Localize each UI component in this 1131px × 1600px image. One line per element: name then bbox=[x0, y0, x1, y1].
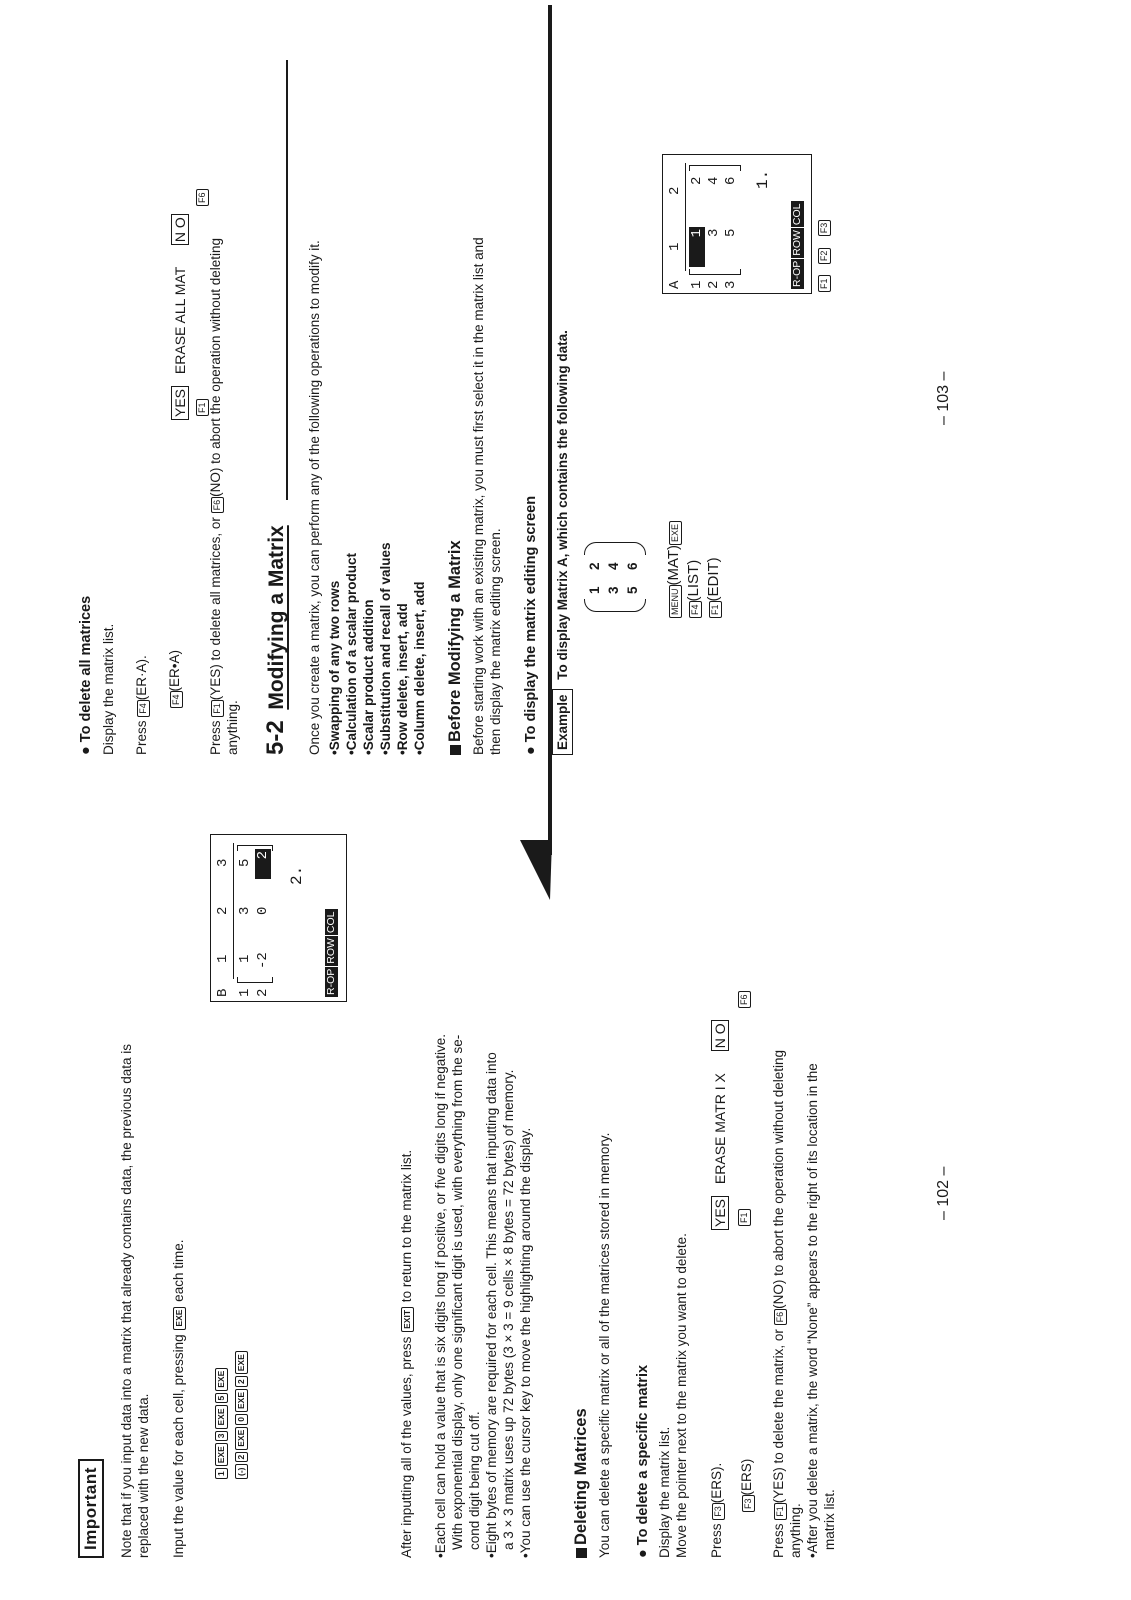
f2-key-icon: F2 bbox=[818, 248, 831, 265]
section-number: 5-2 bbox=[262, 720, 289, 755]
delete-result-line: Press F1(YES) to delete the matrix, or F6(NO) to abort the operation without deleting bbox=[771, 1049, 786, 1558]
matrix-name: B bbox=[215, 988, 231, 997]
note-bullet-line: With exponential display, only one significant digit is used, with everything from the se- bbox=[450, 1034, 465, 1550]
er-a-center: F4(ER•A) bbox=[166, 650, 183, 708]
exe-key-icon: EXE bbox=[235, 1351, 248, 1374]
f1-key-icon: F1 bbox=[774, 1503, 787, 1520]
display-heading: ● To display the matrix editing screen bbox=[523, 495, 539, 755]
left-bracket bbox=[237, 977, 273, 983]
key-2: 2 bbox=[235, 1452, 248, 1463]
confirm-erase-all bbox=[172, 214, 188, 420]
op-item: •Column delete, insert, add bbox=[412, 581, 427, 755]
f4-key-icon: F4 bbox=[689, 601, 702, 618]
matrix-name: A bbox=[667, 280, 683, 289]
example-text: To display Matrix A, which contains the following data. bbox=[555, 330, 570, 680]
note-bullet-line: cond digit being cut off. bbox=[467, 1411, 482, 1550]
key-sequence-2 bbox=[232, 1350, 249, 1480]
example-label: Example bbox=[552, 689, 573, 755]
cell-value: 0 bbox=[255, 906, 271, 915]
f1-key-icon: F1 bbox=[818, 275, 831, 292]
cell-value: 5 bbox=[723, 228, 739, 237]
right-bracket bbox=[689, 165, 741, 171]
op-item: •Calculation of a scalar product bbox=[344, 552, 359, 755]
op-item: •Scalar product addition bbox=[361, 599, 376, 755]
exe-key-icon: EXE bbox=[215, 1443, 228, 1466]
op-item: •Substitution and recall of values bbox=[378, 542, 393, 755]
all-result-line: Press F1(YES) to delete all matrices, or F6(NO) to abort the operation without deleting bbox=[208, 237, 223, 755]
exe-key-icon: EXE bbox=[215, 1368, 228, 1391]
important-label: Important bbox=[78, 1459, 104, 1558]
lcd-function-menu bbox=[791, 200, 804, 289]
press-er-a: Press F4(ER·A). bbox=[134, 655, 149, 755]
row-header: 1 bbox=[689, 280, 705, 289]
note-bullet-line: a 3 × 3 matrix uses up 72 bytes (3 × 3 = 9 cells × 8 bytes = 72 bytes) of memory. bbox=[501, 1069, 516, 1550]
none-note-line1: •After you delete a matrix, the word “None” appears to the right of its location in the bbox=[805, 1063, 820, 1558]
matrix-cell: 1 bbox=[587, 586, 602, 594]
key-step-mat: MENU(MAT)EXE bbox=[665, 521, 682, 618]
important-text-line2: replaced with the new data. bbox=[136, 1393, 151, 1558]
key-sequence-1 bbox=[212, 1367, 229, 1480]
important-text-line1: Note that if you input data into a matrix that already contains data, the previous data is bbox=[119, 1043, 134, 1558]
key-3: 3 bbox=[215, 1431, 228, 1442]
cell-value: 3 bbox=[706, 228, 722, 237]
col-header: 2 bbox=[667, 186, 683, 195]
exe-key-icon: EXE bbox=[669, 521, 682, 545]
input-instruction: Input the value for each cell, pressing EXE each time. bbox=[171, 1239, 186, 1558]
confirm-erase-matrix bbox=[712, 1020, 728, 1230]
after-input-instruction: After inputting all of the values, press EXIT to return to the matrix list. bbox=[399, 1149, 414, 1558]
before-text-line1: Before starting work with an existing matrix, you must first select it in the matrix list and bbox=[471, 237, 486, 755]
key-step-list: F4(LIST) bbox=[685, 560, 702, 618]
highlighted-cell: 2 bbox=[255, 849, 271, 879]
page-number: – 103 – bbox=[935, 371, 952, 425]
lcd-fkey-row bbox=[816, 220, 831, 292]
highlighted-cell: 1 bbox=[689, 227, 705, 267]
menu-row: ROW bbox=[791, 230, 803, 256]
f1-key-icon: F1 bbox=[211, 700, 224, 717]
f6-key-icon: F6 bbox=[774, 1309, 787, 1326]
left-bracket bbox=[689, 269, 741, 275]
cell-value: 5 bbox=[237, 858, 253, 867]
key-step-edit: F1(EDIT) bbox=[705, 557, 722, 618]
ers-key-center: F3(ERS) bbox=[738, 1459, 755, 1512]
menu-key-icon: MENU bbox=[669, 586, 682, 619]
menu-col: COL bbox=[325, 911, 337, 934]
section-rule bbox=[286, 60, 288, 500]
exe-key-icon: EXE bbox=[215, 1406, 228, 1429]
cell-value: 6 bbox=[723, 176, 739, 185]
press-ers: Press F3(ERS). bbox=[709, 1462, 724, 1558]
none-note-line2: matrix list. bbox=[822, 1489, 837, 1550]
exit-key-icon: EXIT bbox=[401, 1307, 414, 1332]
matrix-cell: 6 bbox=[625, 562, 640, 570]
cell-value: 3 bbox=[237, 906, 253, 915]
confirm-no: N O bbox=[711, 1020, 729, 1051]
f3-key-icon: F3 bbox=[742, 1495, 755, 1512]
note-bullet-line: •Eight bytes of memory are required for each cell. This means that inputting data into bbox=[484, 1052, 499, 1558]
deleting-heading: Deleting Matrices bbox=[572, 1408, 591, 1558]
menu-r-op: R-OP bbox=[325, 968, 337, 995]
key-5: 5 bbox=[215, 1393, 228, 1404]
specific-line2: Move the pointer next to the matrix you want to delete. bbox=[674, 1233, 689, 1558]
f1-key-icon: F1 bbox=[709, 601, 722, 618]
square-bullet-icon bbox=[576, 1548, 587, 1558]
confirm-yes: YES bbox=[711, 1196, 729, 1230]
col-header: 2 bbox=[215, 906, 231, 915]
f6-key-icon: F6 bbox=[196, 189, 209, 206]
right-paren bbox=[584, 542, 646, 555]
f3-key-icon: F3 bbox=[712, 1503, 725, 1520]
col-header: 3 bbox=[215, 858, 231, 867]
all-heading: ● To delete all matrices bbox=[78, 595, 94, 755]
lcd-value-readout: 2. bbox=[288, 865, 306, 885]
lcd-screen-matrix-a bbox=[662, 154, 812, 294]
lcd-screen-matrix-b bbox=[210, 834, 347, 1002]
header-rule bbox=[233, 843, 234, 979]
all-line1: Display the matrix list. bbox=[101, 623, 116, 755]
f1-key-icon: F1 bbox=[738, 1209, 751, 1226]
confirm-no: N O bbox=[171, 214, 189, 245]
square-bullet-icon bbox=[450, 745, 461, 755]
section-title bbox=[262, 525, 290, 755]
matrix-cell: 4 bbox=[606, 562, 621, 570]
confirm-message: ERASE MATR I X bbox=[712, 1073, 728, 1185]
note-bullet-line: •You can use the cursor key to move the highlighting around the display. bbox=[518, 1127, 533, 1558]
delete-result-line2: anything. bbox=[788, 1503, 803, 1558]
before-heading: Before Modifying a Matrix bbox=[446, 540, 465, 755]
deleting-text: You can delete a specific matrix or all of the matrices stored in memory. bbox=[597, 1132, 612, 1558]
exe-key-icon: EXE bbox=[235, 1427, 248, 1450]
cell-value: 4 bbox=[706, 176, 722, 185]
negative-key: (-) bbox=[235, 1465, 248, 1480]
f4-key-icon: F4 bbox=[170, 691, 183, 708]
col-header: 1 bbox=[667, 242, 683, 251]
example-matrix bbox=[580, 542, 652, 612]
row-header: 2 bbox=[255, 988, 271, 997]
key-1: 1 bbox=[215, 1468, 228, 1479]
page-102 bbox=[0, 800, 1131, 1600]
matrix-cell: 2 bbox=[587, 562, 602, 570]
row-header: 1 bbox=[237, 988, 253, 997]
section-title-text: Modifying a Matrix bbox=[265, 525, 288, 710]
f3-key-icon: F3 bbox=[818, 220, 831, 237]
f4-key-icon: F4 bbox=[137, 700, 150, 717]
row-header: 2 bbox=[706, 280, 722, 289]
specific-heading: ● To delete a specific matrix bbox=[635, 1364, 651, 1558]
example-line bbox=[552, 330, 573, 755]
lcd-function-menu bbox=[325, 908, 338, 997]
key-2: 2 bbox=[235, 1376, 248, 1387]
before-text-line2: then display the matrix editing screen. bbox=[488, 528, 503, 755]
all-result-line2: anything. bbox=[225, 700, 240, 755]
lcd-value-readout: 1. bbox=[754, 169, 772, 189]
f1-key-icon: F1 bbox=[196, 399, 209, 416]
header-rule bbox=[685, 163, 686, 271]
menu-row: ROW bbox=[325, 938, 337, 964]
f6-key-icon: F6 bbox=[738, 991, 751, 1008]
left-paren bbox=[584, 599, 646, 612]
op-item: •Swapping of any two rows bbox=[327, 580, 342, 755]
col-header: 1 bbox=[215, 954, 231, 963]
specific-line1: Display the matrix list. bbox=[657, 1426, 672, 1558]
key-0: 0 bbox=[235, 1414, 248, 1425]
op-item: •Row delete, insert, add bbox=[395, 603, 410, 755]
cell-value: 1 bbox=[237, 954, 253, 963]
cell-value: 2 bbox=[689, 176, 705, 185]
f6-key-icon: F6 bbox=[211, 497, 224, 514]
note-bullet-line: •Each cell can hold a value that is six digits long if positive, or five digits long if negative. bbox=[433, 1033, 448, 1558]
row-header: 3 bbox=[723, 280, 739, 289]
confirm-message: ERASE ALL MAT bbox=[172, 266, 188, 375]
page-number: – 102 – bbox=[935, 1166, 952, 1220]
exe-key-icon: EXE bbox=[173, 1307, 186, 1330]
matrix-cell: 5 bbox=[625, 586, 640, 594]
menu-r-op: R-OP bbox=[791, 260, 803, 287]
exe-key-icon: EXE bbox=[235, 1389, 248, 1412]
menu-col: COL bbox=[791, 203, 803, 226]
intro-text: Once you create a matrix, you can perform any of the following operations to modify it. bbox=[307, 240, 322, 755]
cell-value: -2 bbox=[255, 952, 271, 969]
confirm-yes: YES bbox=[171, 386, 189, 420]
matrix-cell: 3 bbox=[606, 586, 621, 594]
